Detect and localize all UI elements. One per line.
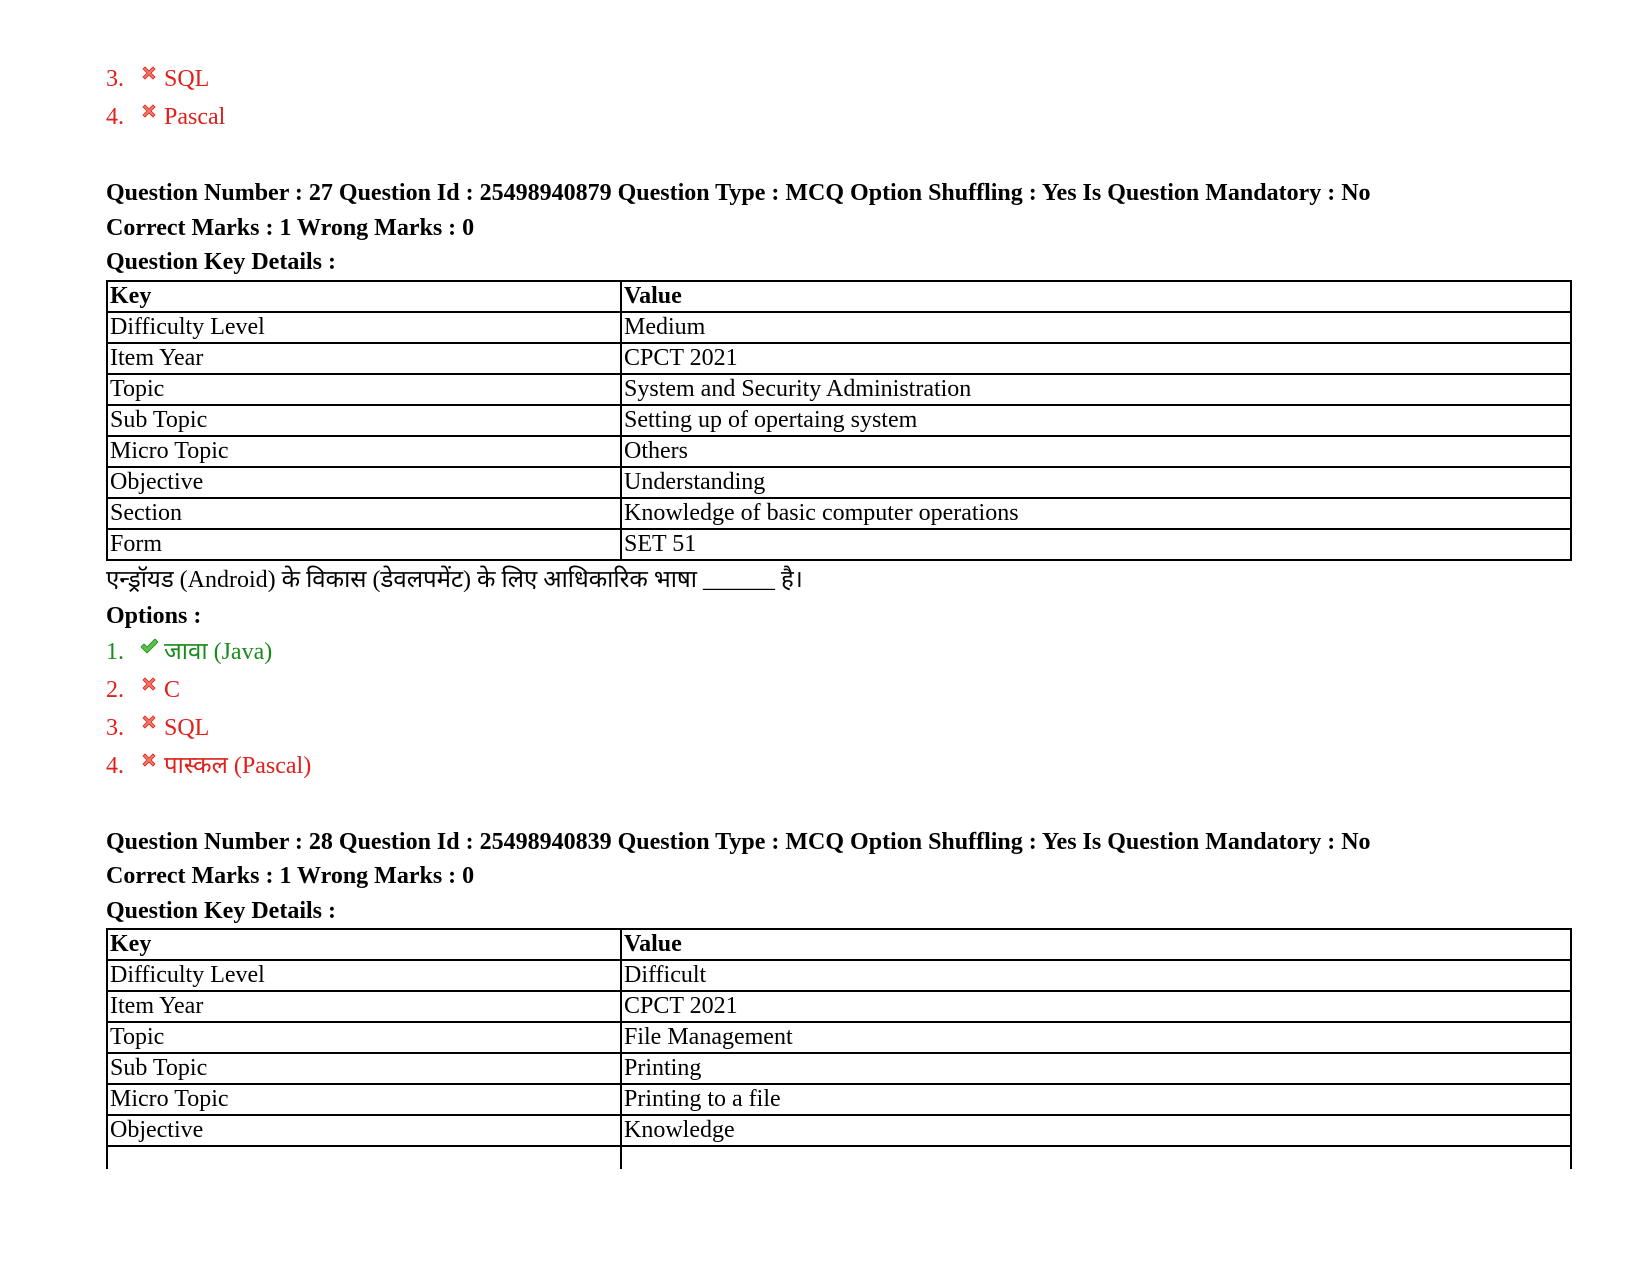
row-key: Topic (107, 1022, 621, 1053)
row-key: Objective (107, 1115, 621, 1146)
row-key: Form (107, 529, 621, 560)
question-header: Question Number : 27 Question Id : 25498940879 Question Type : MCQ Option Shuffling : Yes Is Question Mandatory : No (106, 180, 1371, 206)
table-header-row (107, 929, 1571, 960)
row-key: Micro Topic (107, 1084, 621, 1115)
row-key: Sub Topic (107, 405, 621, 436)
table-header-key: Key (107, 281, 621, 312)
row-key: Difficulty Level (107, 312, 621, 343)
key-details-label: Question Key Details : (106, 897, 336, 924)
options-label: Options : (106, 602, 202, 629)
option-item (106, 98, 1576, 136)
option-text: SQL (164, 66, 210, 92)
row-value: File Management (621, 1022, 1571, 1053)
table-row (107, 529, 1571, 560)
option-number: 4. (106, 104, 124, 130)
key-details-table (106, 928, 1572, 1169)
question-text: एन्ड्रॉयड (Android) के विकास (डेवलपमेंट) के लिए आधिकारिक भाषा ______ है। (106, 566, 803, 593)
option-item (106, 747, 1576, 785)
check-icon (134, 636, 164, 656)
table-row (107, 1084, 1571, 1115)
table-row (107, 1053, 1571, 1084)
key-details-label: Question Key Details : (106, 249, 336, 275)
option-item (106, 60, 1576, 98)
row-value: Others (621, 436, 1571, 467)
table-row (107, 1115, 1571, 1146)
option-item (106, 671, 1576, 709)
question-block (106, 176, 1576, 785)
row-key: Topic (107, 374, 621, 405)
option-number: 3. (106, 714, 124, 741)
key-details-table (106, 280, 1572, 561)
row-value: Medium (621, 312, 1571, 343)
marks-line: Correct Marks : 1 Wrong Marks : 0 (106, 214, 475, 241)
table-header-value: Value (621, 929, 1571, 960)
table-row (107, 960, 1571, 991)
marks-line: Correct Marks : 1 Wrong Marks : 0 (106, 863, 475, 889)
cross-icon (134, 674, 164, 694)
row-value: System and Security Administration (621, 374, 1571, 405)
table-header-value: Value (621, 281, 1571, 312)
row-value: SET 51 (621, 529, 1571, 560)
document-page (106, 60, 1576, 1169)
option-text: C (164, 676, 181, 703)
cross-icon (134, 63, 164, 83)
row-value: CPCT 2021 (621, 343, 1571, 374)
table-row (107, 312, 1571, 343)
row-value: Knowledge of basic computer operations (621, 498, 1571, 529)
question-header: Question Number : 28 Question Id : 25498940839 Question Type : MCQ Option Shuffling : Yes Is Question Mandatory : No (106, 828, 1371, 855)
row-key: Objective (107, 467, 621, 498)
option-item (106, 633, 1576, 671)
row-value: Knowledge (621, 1115, 1571, 1146)
cross-icon (134, 101, 164, 121)
row-key: Sub Topic (107, 1053, 621, 1084)
table-row (107, 467, 1571, 498)
row-value: Setting up of opertaing system (621, 405, 1571, 436)
row-value: CPCT 2021 (621, 991, 1571, 1022)
table-row (107, 1022, 1571, 1053)
option-text: जावा (Java) (164, 638, 273, 665)
cross-icon (134, 712, 164, 732)
row-value: Printing (621, 1053, 1571, 1084)
table-row (107, 374, 1571, 405)
option-item (106, 709, 1576, 747)
prev-options (106, 60, 1576, 136)
option-number: 2. (106, 676, 124, 703)
row-key: Micro Topic (107, 436, 621, 467)
option-number: 3. (106, 66, 124, 92)
table-row (107, 498, 1571, 529)
row-value: Difficult (621, 960, 1571, 991)
table-row-cut-off (107, 1146, 1571, 1169)
row-key: Difficulty Level (107, 960, 621, 991)
option-text: SQL (164, 714, 210, 741)
option-text: Pascal (164, 104, 226, 130)
row-value: Printing to a file (621, 1084, 1571, 1115)
option-number: 4. (106, 752, 124, 779)
table-row (107, 436, 1571, 467)
option-text: पास्कल (Pascal) (164, 752, 312, 779)
row-key: Item Year (107, 343, 621, 374)
cross-icon (134, 750, 164, 770)
row-value: Understanding (621, 467, 1571, 498)
table-row (107, 343, 1571, 374)
question-block (106, 825, 1576, 1170)
table-row (107, 405, 1571, 436)
table-header-key: Key (107, 929, 621, 960)
table-header-row (107, 281, 1571, 312)
option-number: 1. (106, 638, 124, 665)
row-key: Item Year (107, 991, 621, 1022)
row-key: Section (107, 498, 621, 529)
table-row (107, 991, 1571, 1022)
